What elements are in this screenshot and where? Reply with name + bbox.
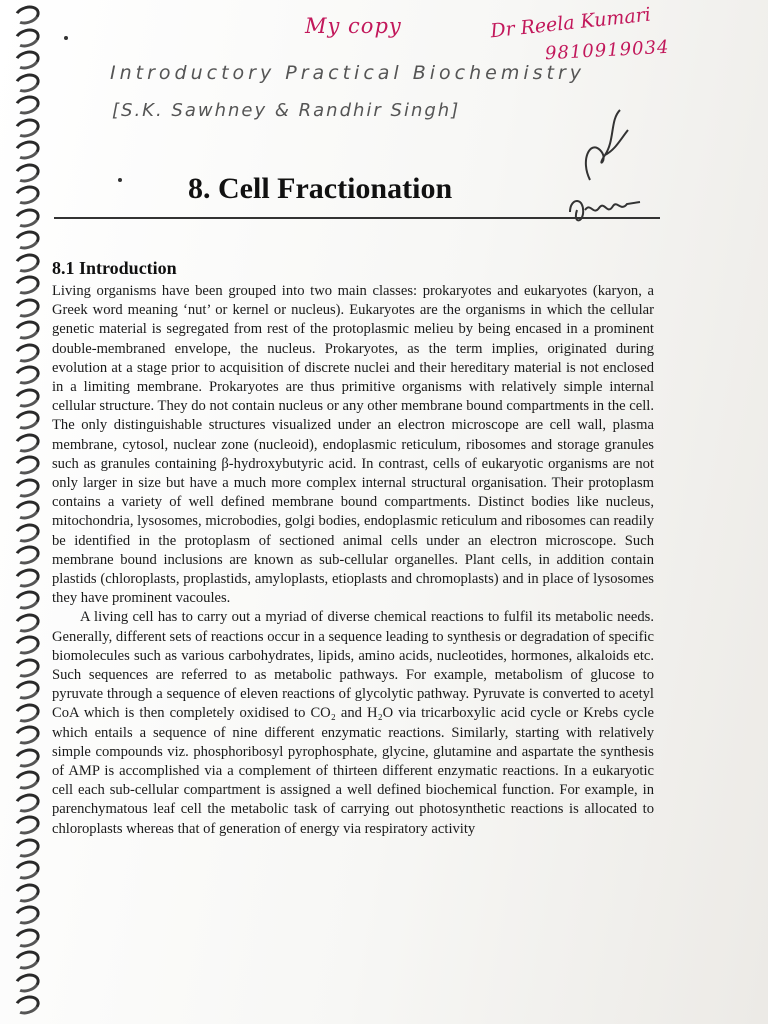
title-rule: [54, 217, 660, 219]
spiral-ring: [12, 632, 42, 657]
paragraph: Living organisms have been grouped into two main classes: prokaryotes and eukaryotes (karyon, a Greek word meaning ‘nut’ or kernel or nucleus). Eukaryotes are the organisms in which the cellular genetic material is segregated from rest of the protoplasmic melieu by being encased in a prominent double-membraned envelope, the nucleus. Prokaryotes, as the term implies, originated during evolution at a stage prior to acquisition of discrete nuclei and their hereditary material is not enclosed in a limiting membrane. Prokaryotes are thus primitive organisms with relatively simple internal cellular structure. They do not contain nucleus or any other membrane bound compartments in the cell. The only distinguishable structures visualized under an electron microscope are cell wall, plasma membrane, cytosol, nuclear zone (nucleoid), endoplasmic reticulum, ribosomes and storage granules such as granules containing β-hydroxybutyric acid. In contrast, cells of eukaryotic organisms are not only larger in size but have a much more complex internal structural organisation. Their protoplasm contains a variety of well defined membrane bound compartments. Distinct bodies like nucleus, mitochondria, lysosomes, microbodies, golgi bodies, endoplasmic reticulum and ribosomes can readily be identified in the protoplasm of sectioned animal cells under an electron microscope. Such membrane bound inclusions are known as sub-cellular organelles. Plant cells, in addition contain plastids (chloroplasts, proplastids, amyloplasts, etioplasts and chromoplasts) and in place of lysosomes they have prominent vacoules.: [52, 283, 654, 607]
spiral-ring: [12, 452, 42, 477]
spiral-ring: [12, 722, 42, 747]
spiral-binding: [8, 0, 42, 1024]
spiral-ring: [12, 47, 42, 72]
spiral-ring: [12, 497, 42, 522]
spiral-ring: [12, 2, 42, 27]
spiral-ring: [12, 227, 42, 252]
spiral-ring: [12, 992, 42, 1017]
spiral-ring: [12, 160, 42, 185]
section-body: [52, 282, 654, 839]
spiral-ring: [12, 520, 42, 545]
book-title-note: Introductory Practical Biochemistry: [110, 62, 586, 84]
spiral-ring: [12, 250, 42, 275]
spiral-ring: [12, 902, 42, 927]
spiral-ring: [12, 205, 42, 230]
spiral-ring: [12, 925, 42, 950]
signature-mark-2: [565, 192, 645, 228]
spiral-ring: [12, 137, 42, 162]
spiral-ring: [12, 587, 42, 612]
spiral-ring: [12, 182, 42, 207]
spiral-ring: [12, 70, 42, 95]
paragraph: A living cell has to carry out a myriad of diverse chemical reactions to fulfil its metabolic needs. Generally, different sets of reactions occur in a sequence leading to synthesis or degradation of specific biomolecules such as various carbohydrates, lipids, amino acids, nucleotides, hormones, alkaloids etc. Such sequences are referred to as metabolic pathways. For example, metabolism of glucose to pyruvate through a sequence of eleven reactions of glycolytic pathway. Pyruvate is converted to acetyl CoA which is then completely oxidised to CO₂ and H₂O via tricarboxylic acid cycle or Krebs cycle which entails a sequence of nine different enzymatic reactions. Similarly, starting with relatively simple compounds viz. phosphoribosyl pyrophosphate, glycine, glutamine and aspartate the synthesis of AMP is accomplished via a complement of thirteen different enzymatic reactions. In a eukaryotic cell each sub-cellular compartment is assigned a well defined biochemical function. For example, in parenchymatous leaf cell the metabolic task of carrying out photosynthetic reactions is allocated to chloroplasts whereas that of generation of energy via respiratory activity: [52, 609, 654, 837]
spiral-ring: [12, 790, 42, 815]
spiral-ring: [12, 745, 42, 770]
section-heading: 8.1 Introduction: [52, 258, 177, 278]
spiral-ring: [12, 272, 42, 297]
pen-dot: [118, 178, 122, 182]
spiral-ring: [12, 947, 42, 972]
spiral-ring: [12, 835, 42, 860]
spiral-ring: [12, 677, 42, 702]
spiral-ring: [12, 317, 42, 342]
spiral-ring: [12, 295, 42, 320]
spiral-ring: [12, 25, 42, 50]
phone-number-note: 9810919034: [544, 36, 670, 65]
spiral-ring: [12, 362, 42, 387]
my-copy-note: My copy: [305, 14, 402, 38]
signature-mark: [570, 100, 640, 190]
spiral-ring: [12, 115, 42, 140]
spiral-ring: [12, 970, 42, 995]
spiral-ring: [12, 700, 42, 725]
chapter-title: 8. Cell Fractionation: [188, 172, 453, 205]
spiral-ring: [12, 92, 42, 117]
spiral-ring: [12, 565, 42, 590]
authors-note: [S.K. Sawhney & Randhir Singh]: [112, 100, 461, 121]
spiral-ring: [12, 385, 42, 410]
spiral-ring: [12, 475, 42, 500]
pen-dot: [64, 36, 68, 40]
spiral-ring: [12, 655, 42, 680]
spiral-ring: [12, 407, 42, 432]
spiral-ring: [12, 767, 42, 792]
spiral-ring: [12, 542, 42, 567]
spiral-ring: [12, 340, 42, 365]
spiral-ring: [12, 812, 42, 837]
spiral-ring: [12, 857, 42, 882]
spiral-ring: [12, 610, 42, 635]
spiral-ring: [12, 430, 42, 455]
owner-name-note: Dr Reela Kumari: [489, 3, 652, 43]
spiral-ring: [12, 880, 42, 905]
